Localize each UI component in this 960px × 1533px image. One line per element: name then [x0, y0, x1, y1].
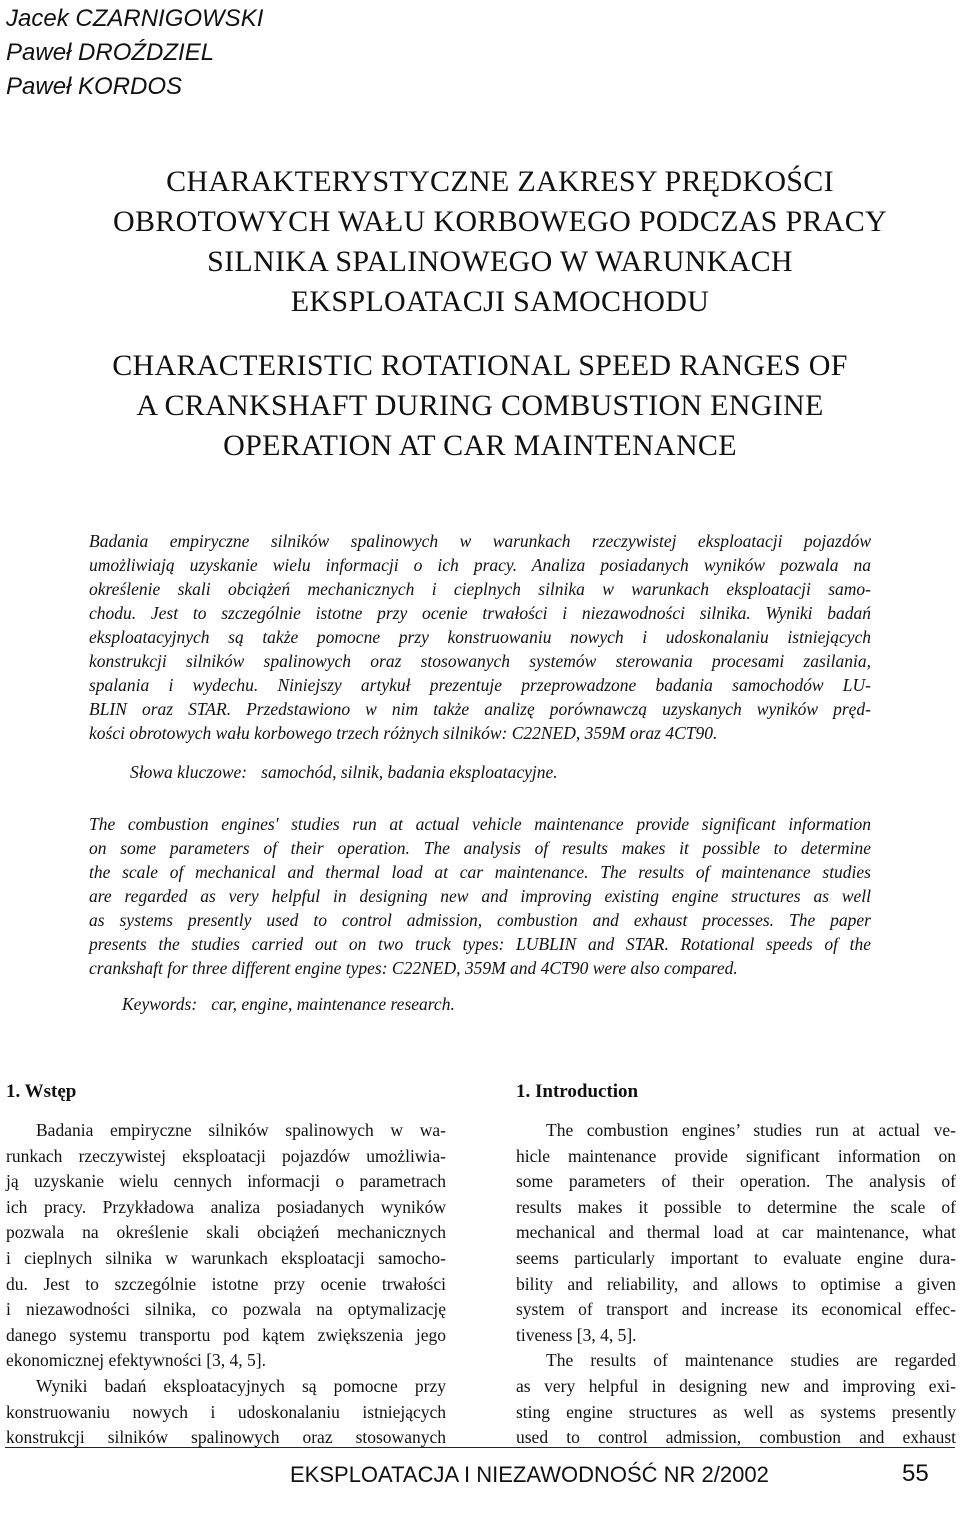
abstract-line: Badania empiryczne silników spalinowych w warunkach rzeczywistej eksploatacji pojazdów — [89, 531, 871, 551]
body-line: mechanical and thermal load at car maintenance, what — [516, 1222, 956, 1243]
body-line: bility and reliability, and allows to optimise a given — [516, 1273, 956, 1294]
body-line: Badania empiryczne silników spalinowych w wa- — [36, 1120, 446, 1140]
body-line: du. Jest to szczególnie istotne przy ocenie trwałości — [6, 1273, 446, 1294]
title-line: OBROTOWYCH WAŁU KORBOWEGO PODCZAS PRACY — [113, 205, 887, 238]
body-line: i niezawodności silnika, co pozwala na optymalizację — [6, 1299, 446, 1320]
abstract-line: presents the studies carried out on two truck types: LUBLIN and STAR. Rotational speeds of the — [89, 934, 871, 954]
abstract-line: umożliwiają uzyskanie wielu informacji o ich pracy. Analiza posiadanych wyników pozwala na — [89, 555, 871, 575]
abstract-line: as systems presently used to control admission, combustion and exhaust processes. The paper — [89, 910, 871, 930]
section-heading: 1. Wstęp — [6, 1081, 77, 1102]
body-line: pozwala na określenie skali obciążeń mechanicznych — [6, 1222, 446, 1243]
body-line: konstruowaniu nowych i udoskonalaniu istniejących — [6, 1401, 446, 1422]
abstract-line: kości obrotowych wału korbowego trzech różnych silników: C22NED, 359M oraz 4CT90. — [89, 723, 718, 743]
keywords-value: samochód, silnik, badania eksploatacyjne. — [261, 762, 558, 782]
title-line: OPERATION AT CAR MAINTENANCE — [223, 429, 737, 462]
abstract-line: konstrukcji silników spalinowych oraz stosowanych systemów sterowania procesami zasilania, — [89, 651, 871, 671]
section-english — [516, 1078, 956, 1451]
abstract-line: are regarded as very helpful in designing new and improving existing engine structures as well — [89, 886, 871, 906]
author-name: Paweł KORDOS — [6, 73, 183, 100]
abstract-line: The combustion engines' studies run at actual vehicle maintenance provide significant information — [89, 814, 871, 834]
keywords-label: Słowa kluczowe: — [130, 762, 248, 782]
title-line: CHARACTERISTIC ROTATIONAL SPEED RANGES OF — [112, 349, 848, 382]
body-line: sting engine structures as well as systems presently — [516, 1401, 956, 1422]
abstract-line: BLIN oraz STAR. Przedstawiono w nim także analizę porównawczą uzyskanych wyników pręd- — [89, 699, 871, 719]
title-english — [0, 346, 960, 466]
title-line: A CRANKSHAFT DURING COMBUSTION ENGINE — [136, 389, 824, 422]
section-heading: 1. Introduction — [516, 1081, 639, 1102]
body-line: ją uzyskanie wielu cennych informacji o parametrach — [6, 1171, 446, 1192]
keywords-polish — [130, 762, 558, 783]
abstract-line: określenie skali obciążeń mechanicznych i cieplnych silnika w warunkach eksploatacji samo- — [89, 579, 871, 599]
body-line: The results of maintenance studies are regarded — [546, 1350, 956, 1371]
author-name: Paweł DROŹDZIEL — [6, 39, 215, 66]
page-number: 55 — [902, 1460, 929, 1487]
body-line: hicle maintenance provide significant information on — [516, 1145, 956, 1166]
keywords-value: car, engine, maintenance research. — [211, 994, 455, 1014]
body-line: used to control admission, combustion and exhaust — [516, 1427, 956, 1448]
abstract-line: crankshaft for three different engine types: C22NED, 359M and 4CT90 were also compared. — [89, 958, 738, 978]
abstract-english — [89, 812, 871, 980]
author-list — [6, 2, 263, 104]
abstract-line: eksploatacyjnych są także pomocne przy konstruowaniu nowych i udoskonalaniu istniejących — [89, 627, 871, 647]
body-line: some parameters of their operation. The analysis of — [516, 1171, 956, 1192]
abstract-polish — [89, 529, 871, 745]
footer-divider — [5, 1447, 955, 1448]
body-line: system of transport and increase its economical effec- — [516, 1299, 956, 1320]
body-line: The combustion engines’ studies run at actual ve- — [546, 1120, 956, 1140]
title-line: SILNIKA SPALINOWEGO W WARUNKACH — [207, 245, 793, 278]
abstract-line: the scale of mechanical and thermal load at car maintenance. The results of maintenance studies — [89, 862, 871, 882]
body-line: as very helpful in designing new and improving exi- — [516, 1375, 956, 1396]
title-line: CHARAKTERYSTYCZNE ZAKRESY PRĘDKOŚCI — [166, 165, 834, 198]
abstract-line: spalania i wydechu. Niniejszy artykuł prezentuje przeprowadzone badania samochodów LU- — [89, 675, 871, 695]
body-line: konstrukcji silników spalinowych oraz stosowanych — [6, 1427, 446, 1448]
abstract-line: chodu. Jest to szczególnie istotne przy ocenie trwałości i niezawodności silnika. Wyniki badań — [89, 603, 871, 623]
title-polish — [0, 162, 960, 322]
body-line: ich pracy. Przykładowa analiza posiadanych wyników — [6, 1196, 446, 1217]
author-name: Jacek CZARNIGOWSKI — [6, 5, 264, 32]
abstract-line: on some parameters of their operation. The analysis of results makes it possible to determine — [89, 838, 871, 858]
keywords-label: Keywords: — [122, 994, 198, 1014]
body-line: ekonomicznej efektywności [3, 4, 5]. — [6, 1350, 266, 1371]
body-line: i cieplnych silnika w warunkach eksploatacji samocho- — [6, 1247, 446, 1268]
body-line: danego systemu transportu pod kątem zwiększenia jego — [6, 1324, 446, 1345]
body-line: seems particularly important to evaluate engine dura- — [516, 1247, 956, 1268]
title-line: EKSPLOATACJI SAMOCHODU — [290, 285, 710, 318]
body-line: results makes it possible to determine the scale of — [516, 1196, 956, 1217]
journal-footer: EKSPLOATACJA I NIEZAWODNOŚĆ NR 2/2002 — [290, 1462, 769, 1487]
section-polish — [6, 1078, 446, 1451]
body-line: Wyniki badań eksploatacyjnych są pomocne przy — [36, 1375, 446, 1396]
body-line: runkach rzeczywistej eksploatacji pojazdów umożliwia- — [6, 1145, 446, 1166]
keywords-english — [122, 994, 455, 1015]
body-line: tiveness [3, 4, 5]. — [516, 1324, 637, 1345]
